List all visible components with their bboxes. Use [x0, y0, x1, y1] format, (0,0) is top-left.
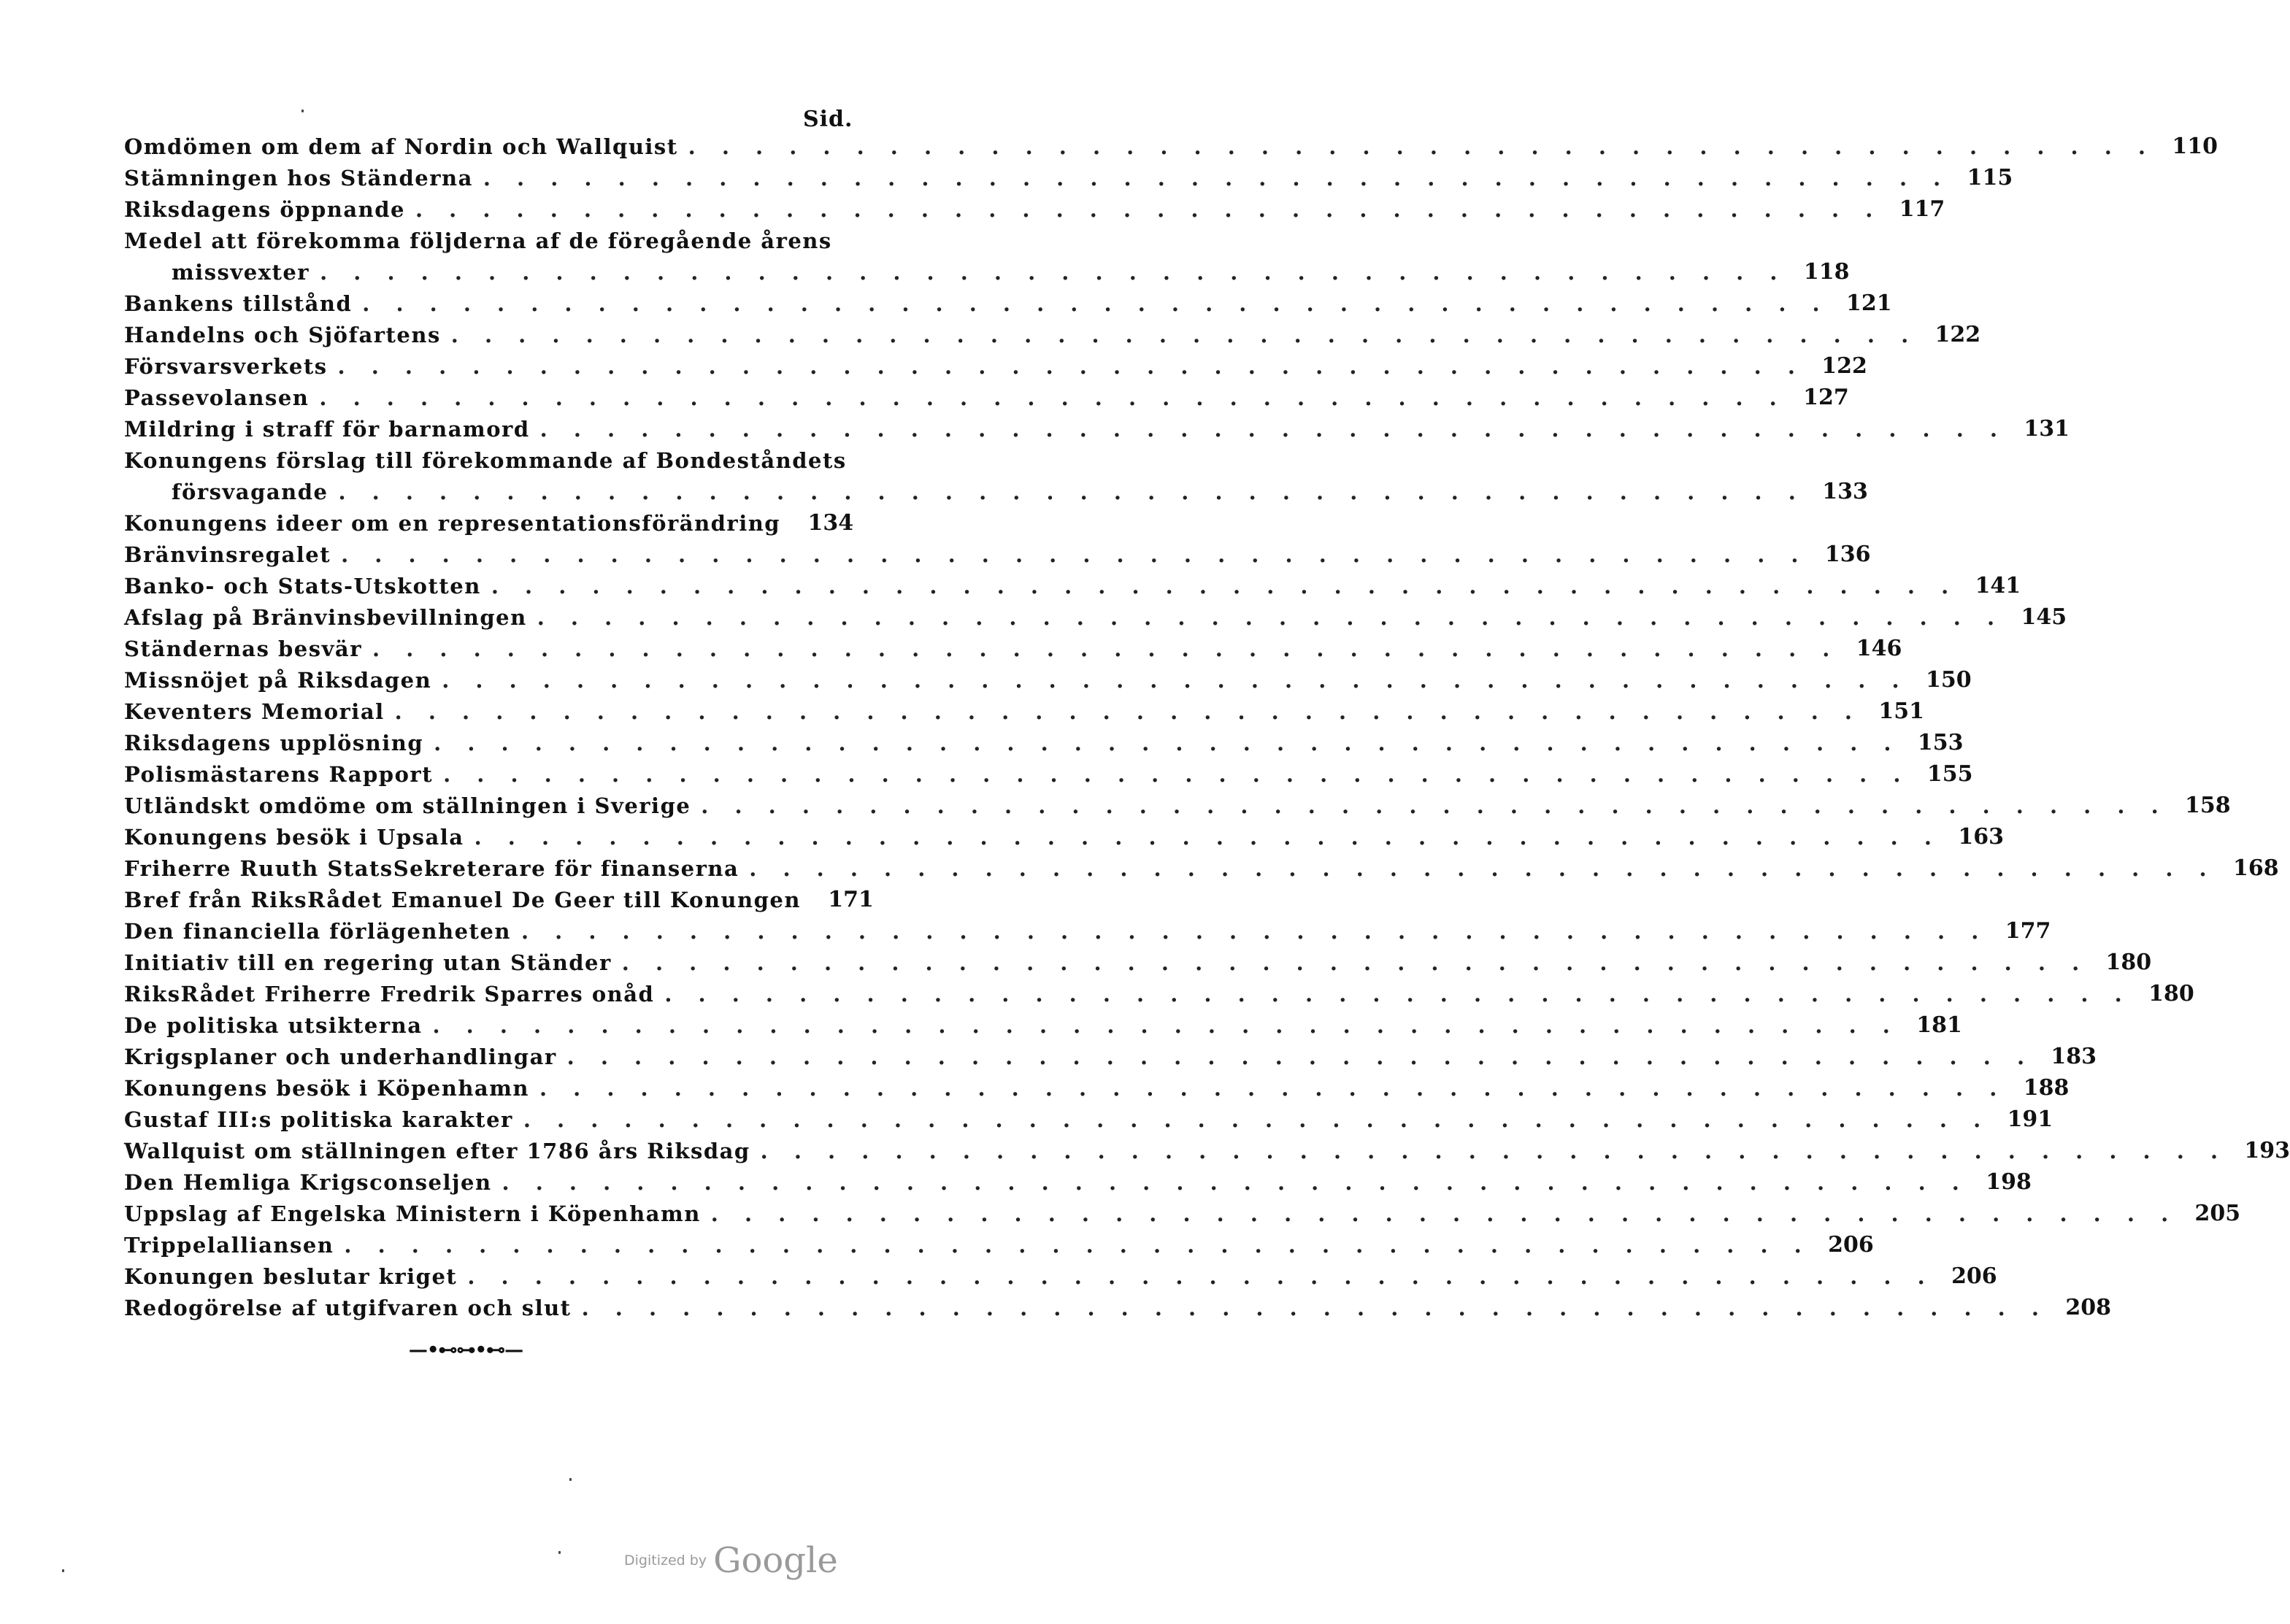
toc-entry-title: Försvarsverkets [124, 354, 328, 379]
dot-leader: . . . . . . . . . . . . . . . . . . . . . . . . . . . . . . . . . . . . . . . . . . . . [523, 1107, 1991, 1132]
toc-entry-title: försvagande [172, 480, 328, 504]
toc-entry [124, 1038, 2097, 1069]
toc-entry [124, 599, 2067, 630]
dot-leader: . . . . . . . . . . . . . . . . . . . . . . . . . . . . . . . . . . . . . . . . . . . . [434, 731, 1901, 755]
watermark-prefix: Digitized by [624, 1552, 707, 1569]
toc-entry-page: 198 [1986, 1169, 2032, 1195]
toc-entry [124, 912, 2051, 944]
dot-leader: . . . . . . . . . . . . . . . . . . . . . . . . . . . . . . . . . . . . . . . . . . . . [491, 574, 1959, 599]
dot-leader: . . . . . . . . . . . . . . . . . . . . . . . . . . . . . . . . . . . . . . . . . . . . [539, 417, 2007, 442]
dot-leader: . . . . . . . . . . . . . . . . . . . . . . . . . . . . . . . . . . . . . . . . . . . . [537, 605, 2005, 630]
toc-entry-page: 191 [2007, 1107, 2053, 1132]
dot-leader: . . . . . . . . . . . . . . . . . . . . . . . . . . . . . . . . . . . . . . . . . . . . [394, 699, 1862, 724]
dot-leader: . . . . . . . . . . . . . . . . . . . . . . . . . . . . . . . . . . . . . . . . . . . . [539, 1076, 2007, 1101]
toc-entry-page: 183 [2051, 1044, 2097, 1069]
paper-speck [569, 1478, 572, 1481]
toc-entry-page: 141 [1975, 573, 2021, 599]
toc-entry-page: 110 [2172, 134, 2218, 159]
dot-leader: . . . . . . . . . . . . . . . . . . . . . . . . . . . . . . . . . . . . . . . . . . . . [337, 354, 1805, 379]
toc-entry [124, 1007, 1962, 1038]
dot-leader: . . . . . . . . . . . . . . . . . . . . . . . . . . . . . . . . . . . . . . . . . . . . [581, 1296, 2048, 1320]
toc-entry-page: 115 [1967, 165, 2013, 191]
toc-entry-page: 206 [1951, 1263, 1997, 1289]
digitized-watermark [624, 1540, 838, 1581]
dot-leader: . . . . . . . . . . . . . . . . . . . . . . . . . . . . . . . . . . . . . . . . . . . . [432, 1013, 1899, 1038]
toc-entry [124, 253, 1850, 285]
toc-entry-title: RiksRådet Friherre Fredrik Sparres onåd [124, 982, 655, 1007]
dot-leader: . . . . . . . . . . . . . . . . . . . . . . . . . . . . . . . . . . . . . . . . . . . . [319, 385, 1786, 410]
toc-entry-title: Afslag på Bränvinsbevillningen [124, 605, 527, 630]
toc-entry-title: Krigsplaner och underhandlingar [124, 1044, 557, 1069]
dot-leader: . . . . . . . . . . . . . . . . . . . . . . . . . . . . . . . . . . . . . . . . . . . . [338, 480, 1805, 504]
toc-entry-page: 177 [2005, 918, 2051, 944]
toc-entry-title: Konungens ideer om en representationsförändring [124, 511, 781, 536]
toc-entry-title: Keventers Memorial [124, 699, 385, 724]
toc-entry-page: 145 [2021, 604, 2067, 630]
dot-leader: . . . . . . . . . . . . . . . . . . . . . . . . . . . . . . . . . . . . . . . . . . . . [344, 1233, 1811, 1258]
toc-entry-page: 193 [2244, 1138, 2290, 1163]
paper-speck [301, 109, 304, 112]
toc-entry-page: 127 [1803, 385, 1849, 410]
toc-entry [124, 347, 1867, 379]
toc-entry-page: 133 [1822, 479, 1868, 504]
toc-entry [124, 787, 2231, 818]
toc-entry-page: 153 [1917, 730, 1964, 755]
toc-entry-page: 150 [1925, 667, 1972, 693]
toc-entry-page: 131 [2024, 416, 2070, 442]
toc-entry-page: 206 [1828, 1232, 1874, 1258]
toc-entry-title: Gustaf III:s politiska karakter [124, 1107, 513, 1132]
toc-entry-page: 122 [1821, 353, 1867, 379]
toc-entry [124, 881, 874, 912]
table-of-contents [124, 128, 2290, 1320]
toc-entry-page: 180 [2105, 950, 2152, 975]
dot-leader: . . . . . . . . . . . . . . . . . . . . . . . . . . . . . . . . . . . . . . . . . . . . [415, 197, 1883, 222]
toc-entry [124, 755, 1973, 787]
toc-entry [124, 975, 2194, 1007]
toc-entry [124, 410, 2070, 442]
toc-entry-title: Handelns och Sjöfartens [124, 323, 441, 347]
toc-entry-page: 205 [2194, 1201, 2241, 1226]
toc-entry [124, 442, 850, 473]
toc-entry-page: 136 [1824, 542, 1871, 567]
toc-entry-title: Bref från RiksRådet Emanuel De Geer till Konungen [124, 888, 801, 912]
paper-speck [558, 1551, 561, 1554]
toc-entry-title: Banko- och Stats-Utskotten [124, 574, 481, 599]
toc-entry [124, 159, 2013, 191]
toc-entry [124, 661, 1972, 693]
toc-entry [124, 473, 1868, 504]
toc-entry [124, 536, 1871, 567]
toc-entry [124, 1226, 1874, 1258]
toc-entry-title: Medel att förekomma följderna af de föregående årens [124, 228, 832, 253]
decorative-ornament: —•⊷⊶•⊷— [408, 1339, 523, 1361]
toc-entry-title: Wallquist om ställningen efter 1786 års Riksdag [124, 1139, 750, 1163]
toc-entry [124, 1101, 2053, 1132]
paper-speck [62, 1569, 64, 1572]
dot-leader: . . . . . . . . . . . . . . . . . . . . . . . . . . . . . . . . . . . . . . . . . . . . [701, 793, 2168, 818]
dot-leader: . . . . . . . . . . . . . . . . . . . . . . . . . . . . . . . . . . . . . . . . . . . . [621, 950, 2089, 975]
toc-entry [124, 1289, 2111, 1320]
toc-entry [124, 504, 854, 536]
dot-leader: . . . . . . . . . . . . . . . . . . . . . . . . . . . . . . . . . . . . . . . . . . . . [566, 1044, 2035, 1069]
toc-entry-page: 146 [1856, 636, 1902, 661]
toc-entry-title: missvexter [172, 260, 310, 285]
toc-entry [124, 1132, 2290, 1163]
toc-entry-title: Passevolansen [124, 385, 310, 410]
toc-entry [124, 316, 1981, 347]
toc-entry-title: Omdömen om dem af Nordin och Wallquist [124, 134, 678, 159]
dot-leader: . . . . . . . . . . . . . . . . . . . . . . . . . . . . . . . . . . . . . . . . . . . . [664, 982, 2132, 1007]
toc-entry-title: Konungen beslutar kriget [124, 1264, 458, 1289]
toc-entry-page: 155 [1926, 761, 1973, 787]
toc-entry-title: Konungens besök i Köpenhamn [124, 1076, 529, 1101]
toc-entry-title: Konungens förslag till förekommande af Bondeståndets [124, 448, 847, 473]
toc-entry [124, 693, 1925, 724]
toc-entry-title: Mildring i straff för barnamord [124, 417, 530, 442]
toc-entry-title: De politiska utsikterna [124, 1013, 423, 1038]
toc-entry-title: Redogörelse af utgifvaren och slut [124, 1296, 572, 1320]
dot-leader: . . . . . . . . . . . . . . . . . . . . . . . . . . . . . . . . . . . . . . . . . . . . [341, 542, 1808, 567]
toc-entry [124, 1258, 1997, 1289]
dot-leader: . . . . . . . . . . . . . . . . . . . . . . . . . . . . . . . . . . . . . . . . . . . . [474, 825, 1941, 850]
toc-entry-title: Ständernas besvär [124, 636, 362, 661]
dot-leader: . . . . . . . . . . . . . . . . . . . . . . . . . . . . . . . . . . . . . . . . . . . . [760, 1139, 2228, 1163]
toc-entry-title: Polismästarens Rapport [124, 762, 434, 787]
dot-leader: . . . . . . . . . . . . . . . . . . . . . . . . . . . . . . . . . . . . . . . . . . . . [749, 856, 2216, 881]
page-column-header: Sid. [803, 107, 853, 132]
toc-entry [124, 128, 2218, 159]
toc-entry [124, 1195, 2241, 1226]
dot-leader: . . . . . . . . . . . . . . . . . . . . . . . . . . . . . . . . . . . . . . . . . . . . [520, 919, 1989, 944]
dot-leader: . . . . . . . . . . . . . . . . . . . . . . . . . . . . . . . . . . . . . . . . . . . . [467, 1264, 1934, 1289]
dot-leader: . . . . . . . . . . . . . . . . . . . . . . . . . . . . . . . . . . . . . . . . . . . . [502, 1170, 1969, 1195]
toc-entry [124, 850, 2279, 881]
toc-entry-title: Riksdagens öppnande [124, 197, 405, 222]
toc-entry-title: Friherre Ruuth StatsSekreterare för finanserna [124, 856, 739, 881]
toc-entry [124, 724, 1964, 755]
toc-entry-page: 180 [2148, 981, 2194, 1007]
toc-entry-title: Initiativ till en regering utan Ständer [124, 950, 612, 975]
toc-entry-page: 118 [1803, 259, 1850, 285]
toc-entry [124, 285, 1892, 316]
watermark-brand: Google [713, 1540, 838, 1581]
toc-entry [124, 191, 1945, 222]
dot-leader: . . . . . . . . . . . . . . . . . . . . . . . . . . . . . . . . . . . . . . . . . . . . [483, 166, 1951, 191]
toc-entry-title: Den financiella förlägenheten [124, 919, 511, 944]
toc-entry [124, 630, 1902, 661]
toc-entry-page: 158 [2185, 793, 2231, 818]
toc-entry-title: Den Hemliga Krigsconseljen [124, 1170, 492, 1195]
dot-leader: . . . . . . . . . . . . . . . . . . . . . . . . . . . . . . . . . . . . . . . . . . . . [688, 134, 2156, 159]
toc-entry-page: 208 [2065, 1295, 2111, 1320]
toc-entry-title: Riksdagens upplösning [124, 731, 424, 755]
dot-leader: . . . . . . . . . . . . . . . . . . . . . . . . . . . . . . . . . . . . . . . . . . . . [450, 323, 1918, 347]
toc-entry [124, 1163, 2032, 1195]
toc-entry-page: 188 [2023, 1075, 2070, 1101]
toc-entry-title: Stämningen hos Ständerna [124, 166, 473, 191]
toc-entry-page: 117 [1899, 196, 1945, 222]
toc-entry [124, 222, 850, 253]
toc-entry [124, 1069, 2070, 1101]
toc-entry-page: 163 [1958, 824, 2004, 850]
toc-entry-page: 122 [1934, 322, 1981, 347]
toc-entry-page: 181 [1916, 1012, 1962, 1038]
toc-entry [124, 379, 1849, 410]
toc-entry-title: Konungens besök i Upsala [124, 825, 464, 850]
toc-entry [124, 818, 2004, 850]
dot-leader: . . . . . . . . . . . . . . . . . . . . . . . . . . . . . . . . . . . . . . . . . . . . [320, 260, 1787, 285]
toc-entry-title: Bankens tillstånd [124, 291, 353, 316]
toc-entry-title: Uppslag af Engelska Ministern i Köpenhamn [124, 1201, 701, 1226]
toc-entry-page: 168 [2233, 855, 2279, 881]
toc-entry [124, 944, 2152, 975]
toc-entry [124, 567, 2021, 599]
toc-entry-title: Missnöjet på Riksdagen [124, 668, 432, 693]
toc-entry-title: Trippelalliansen [124, 1233, 334, 1258]
toc-entry-page: 151 [1878, 699, 1925, 724]
toc-entry-page: 171 [828, 887, 874, 912]
toc-entry-page: 121 [1846, 290, 1892, 316]
dot-leader: . . . . . . . . . . . . . . . . . . . . . . . . . . . . . . . . . . . . . . . . . . . . [372, 636, 1840, 661]
dot-leader: . . . . . . . . . . . . . . . . . . . . . . . . . . . . . . . . . . . . . . . . . . . . [442, 668, 1909, 693]
dot-leader: . . . . . . . . . . . . . . . . . . . . . . . . . . . . . . . . . . . . . . . . . . . . [710, 1201, 2178, 1226]
toc-entry-title: Utländskt omdöme om ställningen i Sverige [124, 793, 691, 818]
toc-entry-title: Bränvinsregalet [124, 542, 331, 567]
dot-leader: . . . . . . . . . . . . . . . . . . . . . . . . . . . . . . . . . . . . . . . . . . . . [443, 762, 1910, 787]
dot-leader: . . . . . . . . . . . . . . . . . . . . . . . . . . . . . . . . . . . . . . . . . . . . [362, 291, 1829, 316]
toc-entry-page: 134 [807, 510, 854, 536]
